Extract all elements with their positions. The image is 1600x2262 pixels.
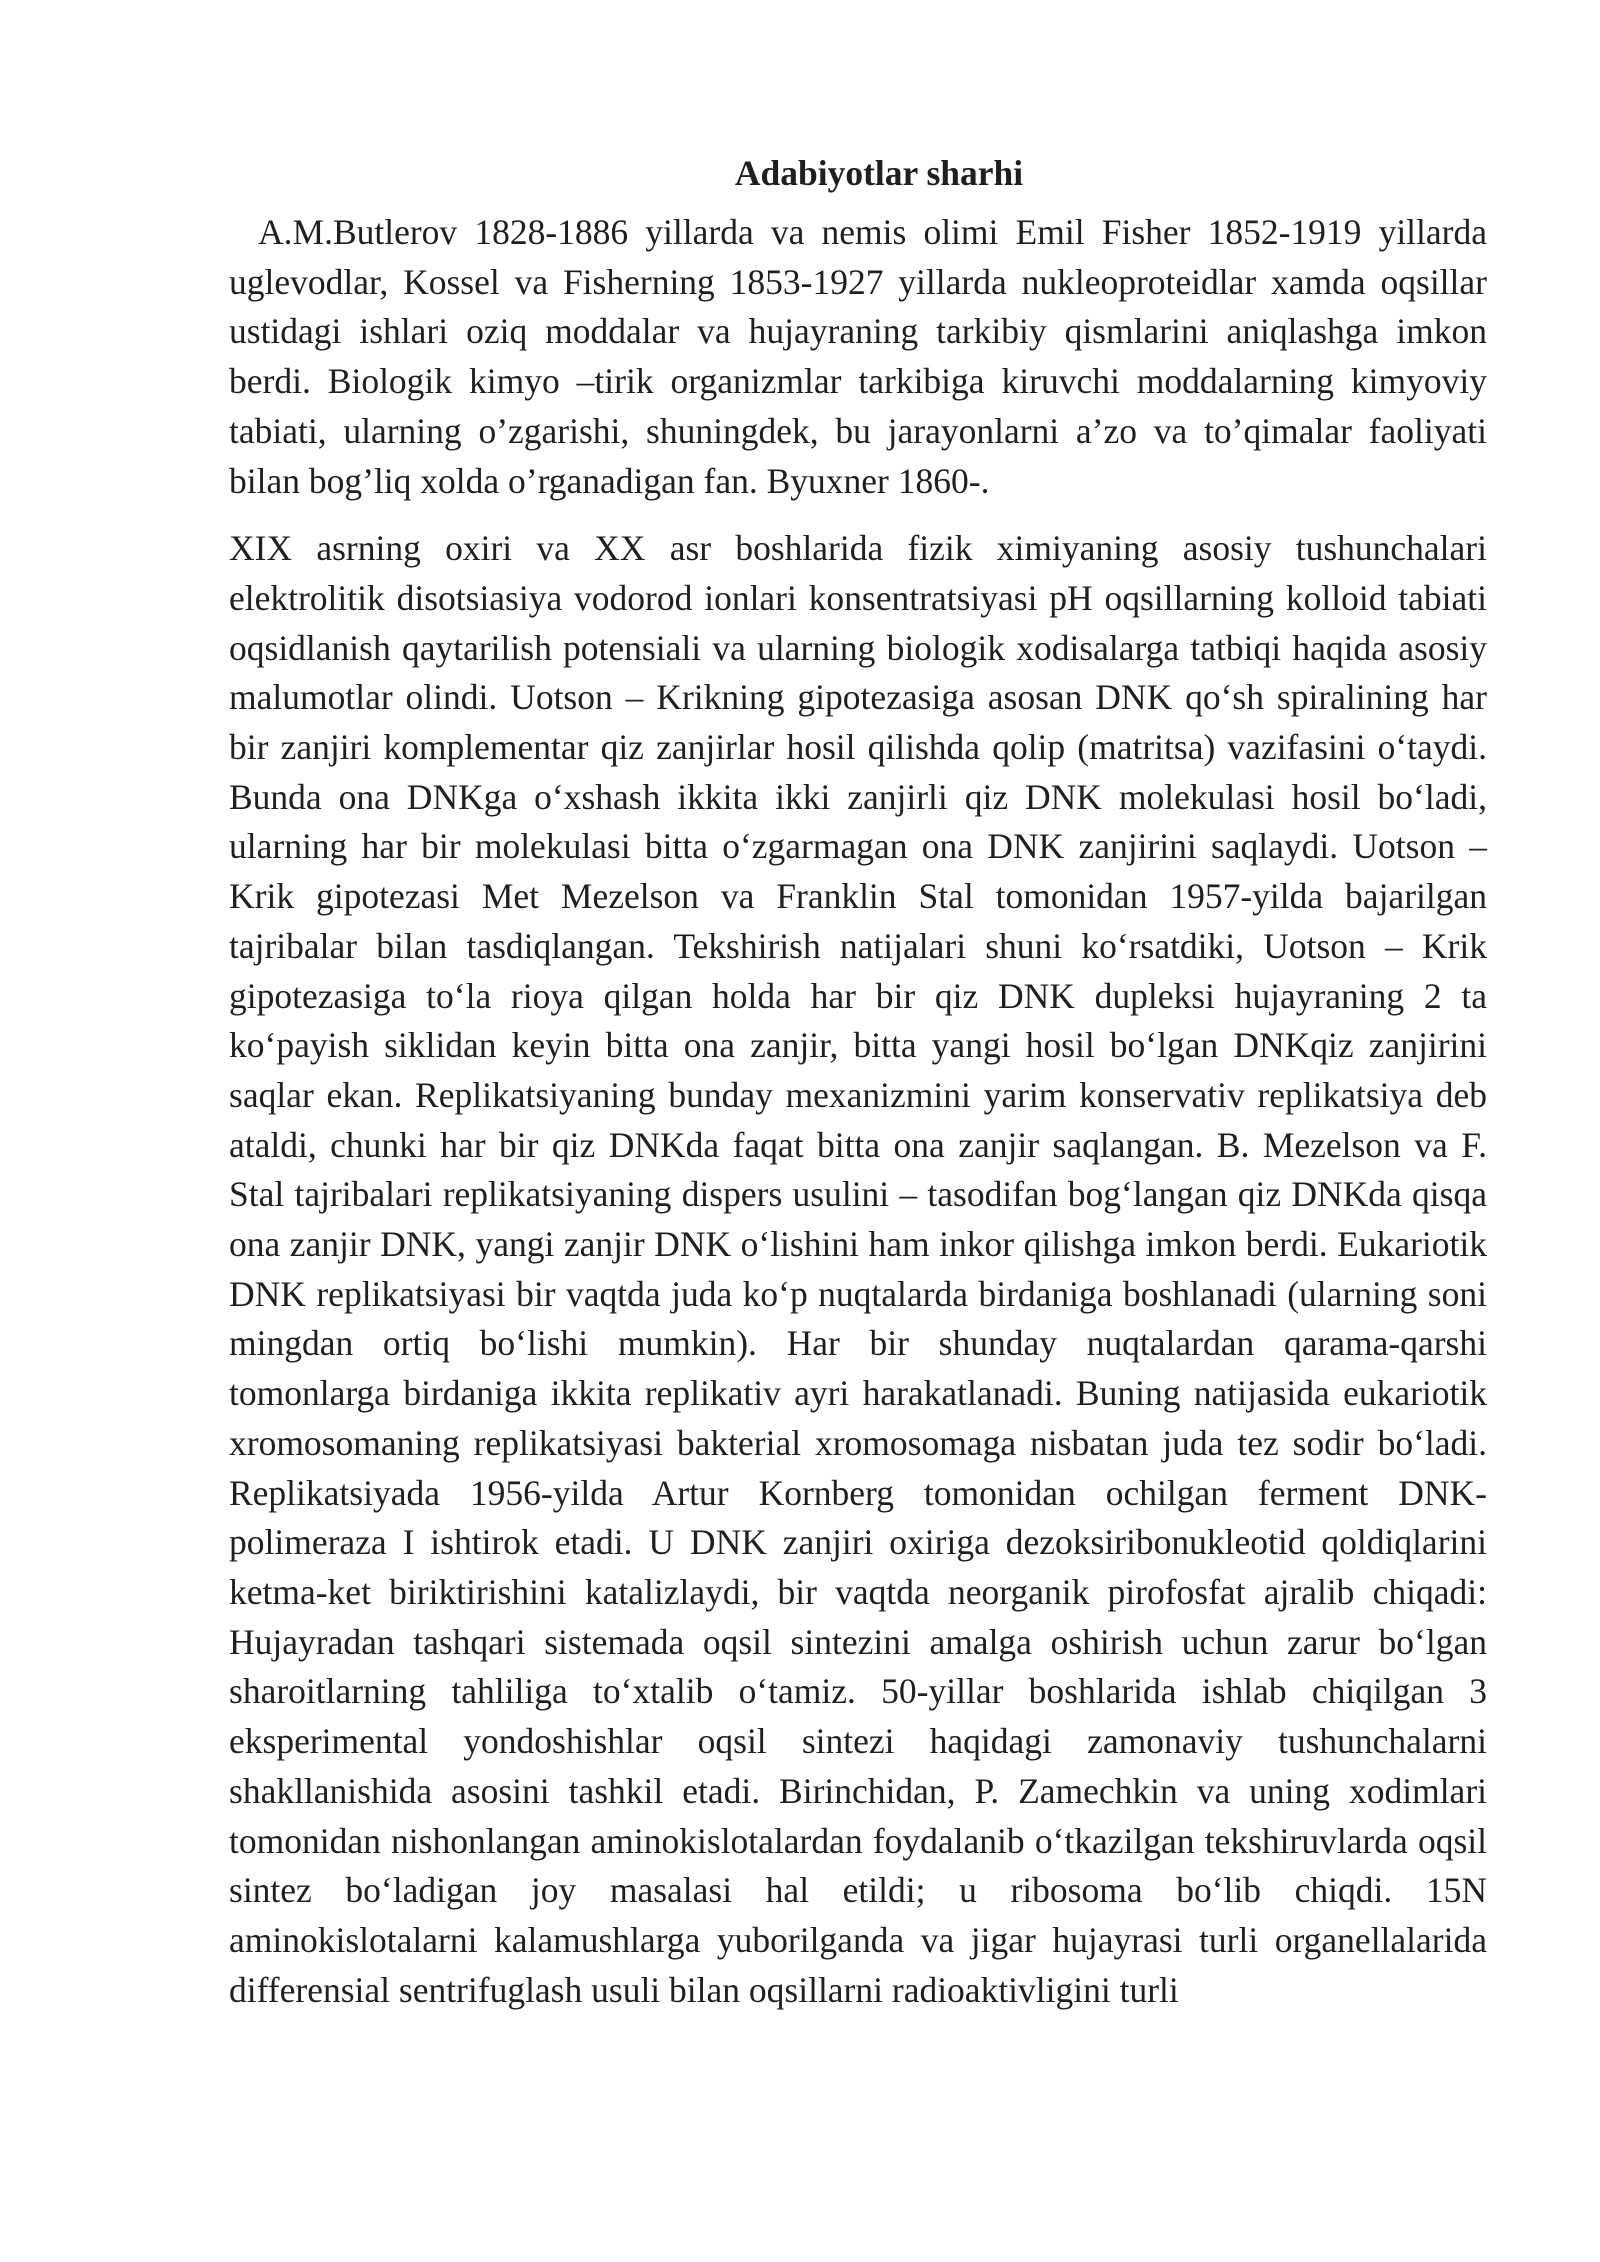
document-body: [229, 148, 1487, 2015]
section-title: Adabiyotlar sharhi: [734, 153, 1024, 193]
paragraph-1: A.M.Butlerov 1828-1886 yillarda va nemis olimi Emil Fisher 1852-1919 yillarda uglevodlar, Kossel va Fisherning 1853-1927 yillarda nukleoproteidlar xamda oqsillar ustidagi ishlari oziq moddalar va hujayraning tarkibiy qismlarini aniqlashga imkon berdi. Biologik kimyo –tirik organizmlar tarkibiga kiruvchi moddalarning kimyoviy tabiati, ularning o’zgarishi, shuningdek, bu jarayonlarni a’zo va to’qimalar faoliyati bilan bog’liq xolda o’rganadigan fan. Byuxner 1860-.: [229, 212, 1487, 501]
paragraph-2: XIX asrning oxiri va XX asr boshlarida fizik ximiyaning asosiy tushunchalari elektrolitik disotsiasiya vodorod ionlari konsentratsiyasi pH oqsillarning kolloid tabiati oqsidlanish qaytarilish potensiali va ularning biologik xodisalarga tatbiqi haqida asosiy malumotlar olindi. Uotson – Krikning gipotezasiga asosan DNK qoʻsh spiralining har bir zanjiri komplementar qiz zanjirlar hosil qilishda qolip (matritsa) vazifasini oʻtaydi. Bunda ona DNKga oʻxshash ikkita ikki zanjirli qiz DNK molekulasi hosil boʻladi, ularning har bir molekulasi bitta oʻzgarmagan ona DNK zanjirini saqlaydi. Uotson – Krik gipotezasi Met Mezelson va Franklin Stal tomonidan 1957-yilda bajarilgan tajribalar bilan tasdiqlangan. Tekshirish natijalari shuni koʻrsatdiki, Uotson – Krik gipotezasiga toʻla rioya qilgan holda har bir qiz DNK dupleksi hujayraning 2 ta koʻpayish siklidan keyin bitta ona zanjir, bitta yangi hosil boʻlgan DNKqiz zanjirini saqlar ekan. Replikatsiyaning bunday mexanizmini yarim konservativ replikatsiya deb ataldi, chunki har bir qiz DNKda faqat bitta ona zanjir saqlangan. B. Mezelson va F. Stal tajribalari replikatsiyaning dispers usulini – tasodifan bogʻlangan qiz DNKda qisqa ona zanjir DNK, yangi zanjir DNK oʻlishini ham inkor qilishga imkon berdi. Eukariotik DNK replikatsiyasi bir vaqtda juda koʻp nuqtalarda birdaniga boshlanadi (ularning soni mingdan ortiq boʻlishi mumkin). Har bir shunday nuqtalardan qarama-qarshi tomonlarga birdaniga ikkita replikativ ayri harakatlanadi. Buning natijasida eukariotik xromosomaning replikatsiyasi bakterial xromosomaga nisbatan juda tez sodir boʻladi. Replikatsiyada 1956-yilda Artur Kornberg tomonidan ochilgan ferment DNK-polimeraza I ishtirok etadi. U DNK zanjiri oxiriga dezoksiribonukleotid qoldiqlarini ketma-ket biriktirishini katalizlaydi, bir vaqtda neorganik pirofosfat ajralib chiqadi: Hujayradan tashqari sistemada oqsil sintezini amalga oshirish uchun zarur boʻlgan sharoitlarning tahliliga toʻxtalib oʻtamiz. 50-yillar boshlarida ishlab chiqilgan 3 eksperimental yondoshishlar oqsil sintezi haqidagi zamonaviy tushunchalarni shakllanishida asosini tashkil etadi. Birinchidan, P. Zamechkin va uning xodimlari tomonidan nishonlangan aminokislotalardan foydalanib oʻtkazilgan tekshiruvlarda oqsil sintez boʻladigan joy masalasi hal etildi; u ribosoma boʻlib chiqdi. 15N aminokislotalarni kalamushlarga yuborilganda va jigar hujayrasi turli organellalarida differensial sentrifuglash usuli bilan oqsillarni radioaktivligini turli: [229, 528, 1487, 2010]
